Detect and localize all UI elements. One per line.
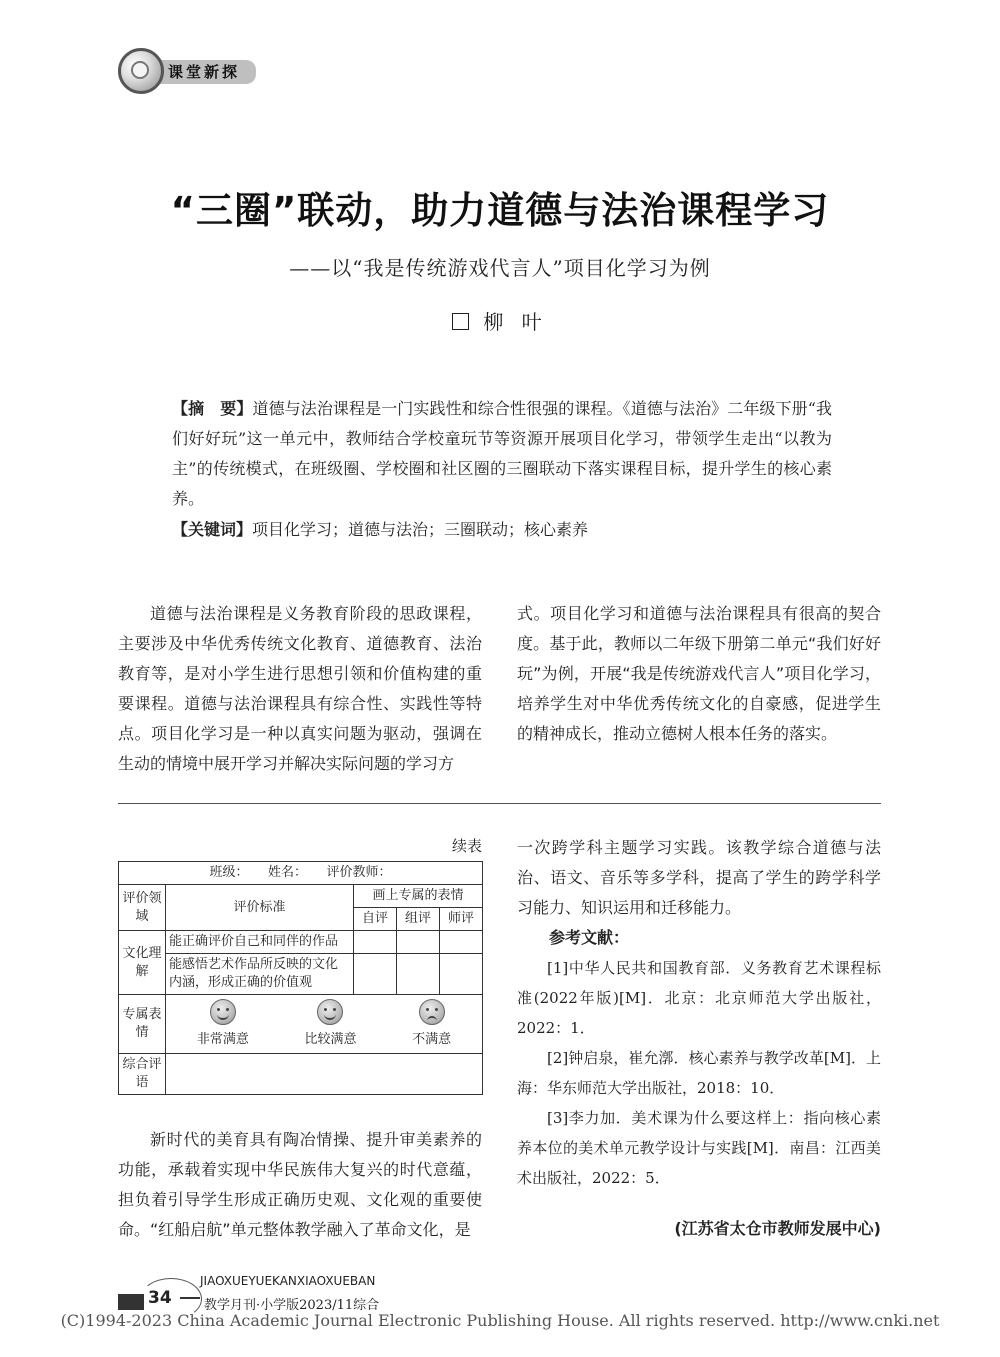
intro-right-text: 式。项目化学习和道德与法治课程具有很高的契合度。基于此，教师以二年级下册第二单元“我们好好玩”为例，开展“我是传统游戏代言人”项目化学习，培养学生对中华优秀传统文化的自豪感，促进学生的精神成长，推动立德树人根本任务的落实。: [517, 604, 881, 743]
author: [0, 306, 1000, 335]
face-3-label: 不满意: [412, 1032, 452, 1047]
abstract-text: 道德与法治课程是一门实践性和综合性很强的课程。《道德与法治》二年级下册“我们好好玩”这一单元中，教师结合学校童玩节等资源开展项目化学习，带领学生走出“以教为主”的传统模式，在班级圈、学校圈和社区圈的三圈联动下落实课程目标，提升学生的核心素养。: [172, 399, 832, 508]
reference-3: [3]李力加．美术课为什么要这样上：指向核心素养本位的美术单元教学设计与实践[M]．南昌：江西美术出版社，2022：5．: [517, 1109, 881, 1187]
journal-pinyin: JIAOXUEYUEKANXIAOXUEBAN: [200, 1274, 376, 1288]
footer-dash: [180, 1297, 200, 1299]
cell-empty: [354, 931, 397, 954]
satisfied-face-icon: [317, 999, 343, 1025]
author-box-icon: [452, 313, 469, 330]
intro-left-column: [118, 599, 482, 779]
table-continued-label: 续表: [451, 837, 482, 855]
face-option-2: [304, 999, 356, 1049]
keywords-tag: 【关键词】: [172, 520, 253, 539]
affiliation: (江苏省太仓市教师发展中心): [674, 1219, 881, 1238]
evaluation-table: [118, 861, 483, 1095]
comment-cell: [166, 1054, 483, 1095]
bottom-left-column: [118, 1125, 482, 1245]
col-teacher: 师评: [440, 908, 483, 931]
journal-name: 教学月刊·小学版2023/11综合: [204, 1298, 380, 1313]
face-2-label: 比较满意: [304, 1032, 357, 1047]
reference-2: [2]钟启泉，崔允漷．核心素养与教学改革[M]．上海：华东师范大学出版社，2018：10．: [517, 1049, 881, 1097]
author-name: 柳 叶: [483, 310, 548, 334]
page-number: 34: [148, 1288, 172, 1308]
col-domain: 评价领域: [119, 885, 166, 931]
cell-empty: [397, 931, 440, 954]
intro-right-column: [517, 599, 881, 749]
section-badge: [118, 48, 258, 98]
bottom-right-column: [517, 833, 881, 1193]
very-satisfied-face-icon: [210, 999, 236, 1025]
copyright-notice: (C)1994-2023 China Academic Journal Electronic Publishing House. All rights reserved. http://www.cnki.net: [60, 1311, 940, 1330]
cell-empty: [440, 954, 483, 995]
abstract-tag: 【摘 要】: [172, 399, 253, 418]
face-option-1: [197, 999, 249, 1049]
face-option-3: [412, 999, 451, 1049]
row-expression: 专属表情: [119, 995, 166, 1054]
section-badge-label: 课堂新探: [146, 60, 256, 84]
col-self: 自评: [354, 908, 397, 931]
keywords-text: 项目化学习；道德与法治；三圈联动；核心素养: [252, 520, 589, 539]
compass-icon: [118, 48, 164, 94]
bottom-right-text: 一次跨学科主题学习实践。该教学综合道德与法治、语文、音乐等多学科，提高了学生的跨学科学习能力、知识运用和迁移能力。: [517, 838, 881, 917]
reference-1: [1]中华人民共和国教育部．义务教育艺术课程标准(2022年版)[M]．北京：北京师范大学出版社，2022：1．: [517, 959, 881, 1037]
cell-empty: [397, 954, 440, 995]
bottom-left-text: 新时代的美育具有陶冶情操、提升审美素养的功能，承载着实现中华民族伟大复兴的时代意蕴，担负着引导学生形成正确历史观、文化观的重要使命。“红船启航”单元整体教学融入了革命文化，是: [118, 1130, 482, 1239]
cell-empty: [440, 931, 483, 954]
cell-empty: [354, 954, 397, 995]
abstract: [172, 394, 832, 514]
references-heading: 参考文献：: [549, 928, 630, 947]
domain-culture: 文化理解: [119, 931, 166, 995]
section-divider: [118, 803, 881, 804]
criteria-1: 能正确评价自己和同伴的作品: [166, 931, 354, 954]
row-comment: 综合评语: [119, 1054, 166, 1095]
table-header-row: 班级： 姓名： 评价教师：: [119, 862, 483, 885]
col-expression: 画上专属的表情: [354, 885, 483, 908]
faces-cell: [166, 995, 483, 1054]
criteria-2: 能感悟艺术作品所反映的文化内涵，形成正确的价值观: [166, 954, 354, 995]
col-group: 组评: [397, 908, 440, 931]
face-1-label: 非常满意: [196, 1032, 249, 1047]
unsatisfied-face-icon: [419, 999, 445, 1025]
article-title: “三圈”联动，助力道德与法治课程学习: [170, 189, 830, 232]
keywords: [172, 515, 832, 545]
article-subtitle: ——以“我是传统游戏代言人”项目化学习为例: [289, 256, 711, 280]
col-criteria: 评价标准: [166, 885, 354, 931]
intro-left-text: 道德与法治课程是义务教育阶段的思政课程，主要涉及中华优秀传统文化教育、道德教育、法治教育等，是对小学生进行思想引领和价值构建的重要课程。道德与法治课程具有综合性、实践性等特点。项目化学习是一种以真实问题为驱动，强调在生动的情境中展开学习并解决实际问题的学习方: [118, 604, 482, 773]
